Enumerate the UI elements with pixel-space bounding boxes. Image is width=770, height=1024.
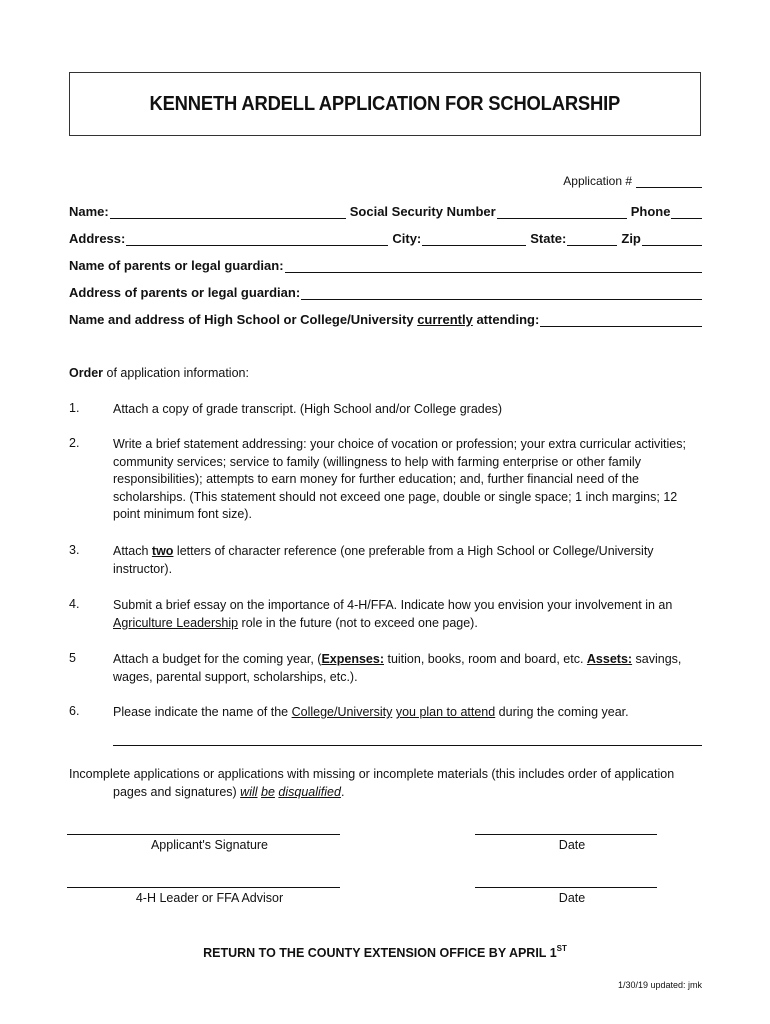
date-label-1: Date xyxy=(558,838,586,852)
leader-signature-line[interactable] xyxy=(67,887,340,888)
ssn-field[interactable] xyxy=(497,205,627,219)
school-row xyxy=(69,312,702,327)
item-5-number: 5 xyxy=(69,651,76,665)
name-label: Name: xyxy=(69,204,109,219)
warning-line-1: Incomplete applications or applications with missing or incomplete materials (this includes order of application xyxy=(69,767,675,781)
zip-label: Zip xyxy=(621,231,641,246)
parents-name-field[interactable] xyxy=(285,259,702,273)
item-6-number: 6. xyxy=(69,704,80,718)
address-row xyxy=(69,231,702,246)
ssn-label: Social Security Number xyxy=(349,204,496,219)
leader-signature-label: 4-H Leader or FFA Advisor xyxy=(135,891,284,905)
form-title: KENNETH ARDELL APPLICATION FOR SCHOLARSHIP xyxy=(149,92,621,115)
item-5-text: Attach a budget for the coming year, (Expenses: tuition, books, room and board, etc. Assets: savings, wages, parental support, scholarships, etc.). xyxy=(113,652,682,684)
application-number-field[interactable] xyxy=(636,174,702,188)
applicant-signature-line[interactable] xyxy=(67,834,340,835)
return-instruction: RETURN TO THE COUNTY EXTENSION OFFICE BY APRIL 1ST xyxy=(203,944,567,960)
address-label: Address: xyxy=(69,231,126,246)
date-line-1[interactable] xyxy=(475,834,657,835)
item-1-text: Attach a copy of grade transcript. (High School and/or College grades) xyxy=(113,402,503,416)
state-label: State: xyxy=(530,231,567,246)
parents-name-row xyxy=(69,258,702,273)
warning-line-2: pages and signatures) will be disqualified. xyxy=(113,785,345,799)
item-4-number: 4. xyxy=(69,597,80,611)
item-3-number: 3. xyxy=(69,543,80,557)
name-row xyxy=(69,204,702,219)
title-box xyxy=(69,72,701,136)
item-2-text: Write a brief statement addressing: your choice of vocation or profession; your extra curricular activities; community services; service to family (willingness to help with farming enterprise or other family responsibilities); attempts to earn money for further education; and, further financial need of the scholarships. (This statement should not exceed one page, double or single space; 1 inch margins; 12 point minimum font size). xyxy=(113,437,686,521)
order-heading: Order of application information: xyxy=(69,366,249,380)
item-2-number: 2. xyxy=(69,436,80,450)
state-field[interactable] xyxy=(567,232,617,246)
date-label-2: Date xyxy=(558,891,586,905)
school-label: Name and address of High School or College/University currently attending: xyxy=(69,312,540,327)
item-6-text: Please indicate the name of the College/University you plan to attend during the coming year. xyxy=(113,705,629,719)
school-field[interactable] xyxy=(540,313,702,327)
parents-name-label: Name of parents or legal guardian: xyxy=(69,258,284,273)
college-name-field[interactable] xyxy=(113,745,702,746)
application-number-label: Application # xyxy=(563,174,632,188)
phone-label: Phone xyxy=(630,204,671,219)
item-1-number: 1. xyxy=(69,401,80,415)
applicant-signature-label: Applicant's Signature xyxy=(150,838,269,852)
parents-address-label: Address of parents or legal guardian: xyxy=(69,285,301,300)
date-line-2[interactable] xyxy=(475,887,657,888)
zip-field[interactable] xyxy=(642,232,702,246)
currently-underlined: currently xyxy=(417,312,473,327)
item-4-text: Submit a brief essay on the importance of 4-H/FFA. Indicate how you envision your involvement in an Agriculture Leadership role in the future (not to exceed one page). xyxy=(113,598,673,630)
address-field[interactable] xyxy=(126,232,388,246)
city-label: City: xyxy=(392,231,422,246)
application-number xyxy=(563,174,702,188)
parents-address-field[interactable] xyxy=(301,286,702,300)
item-3-text: Attach two letters of character reference (one preferable from a High School or College/University instructor). xyxy=(113,544,654,576)
name-field[interactable] xyxy=(110,205,346,219)
parents-address-row xyxy=(69,285,702,300)
footer-updated: 1/30/19 updated: jmk xyxy=(617,980,702,990)
phone-field[interactable] xyxy=(671,205,702,219)
city-field[interactable] xyxy=(422,232,526,246)
